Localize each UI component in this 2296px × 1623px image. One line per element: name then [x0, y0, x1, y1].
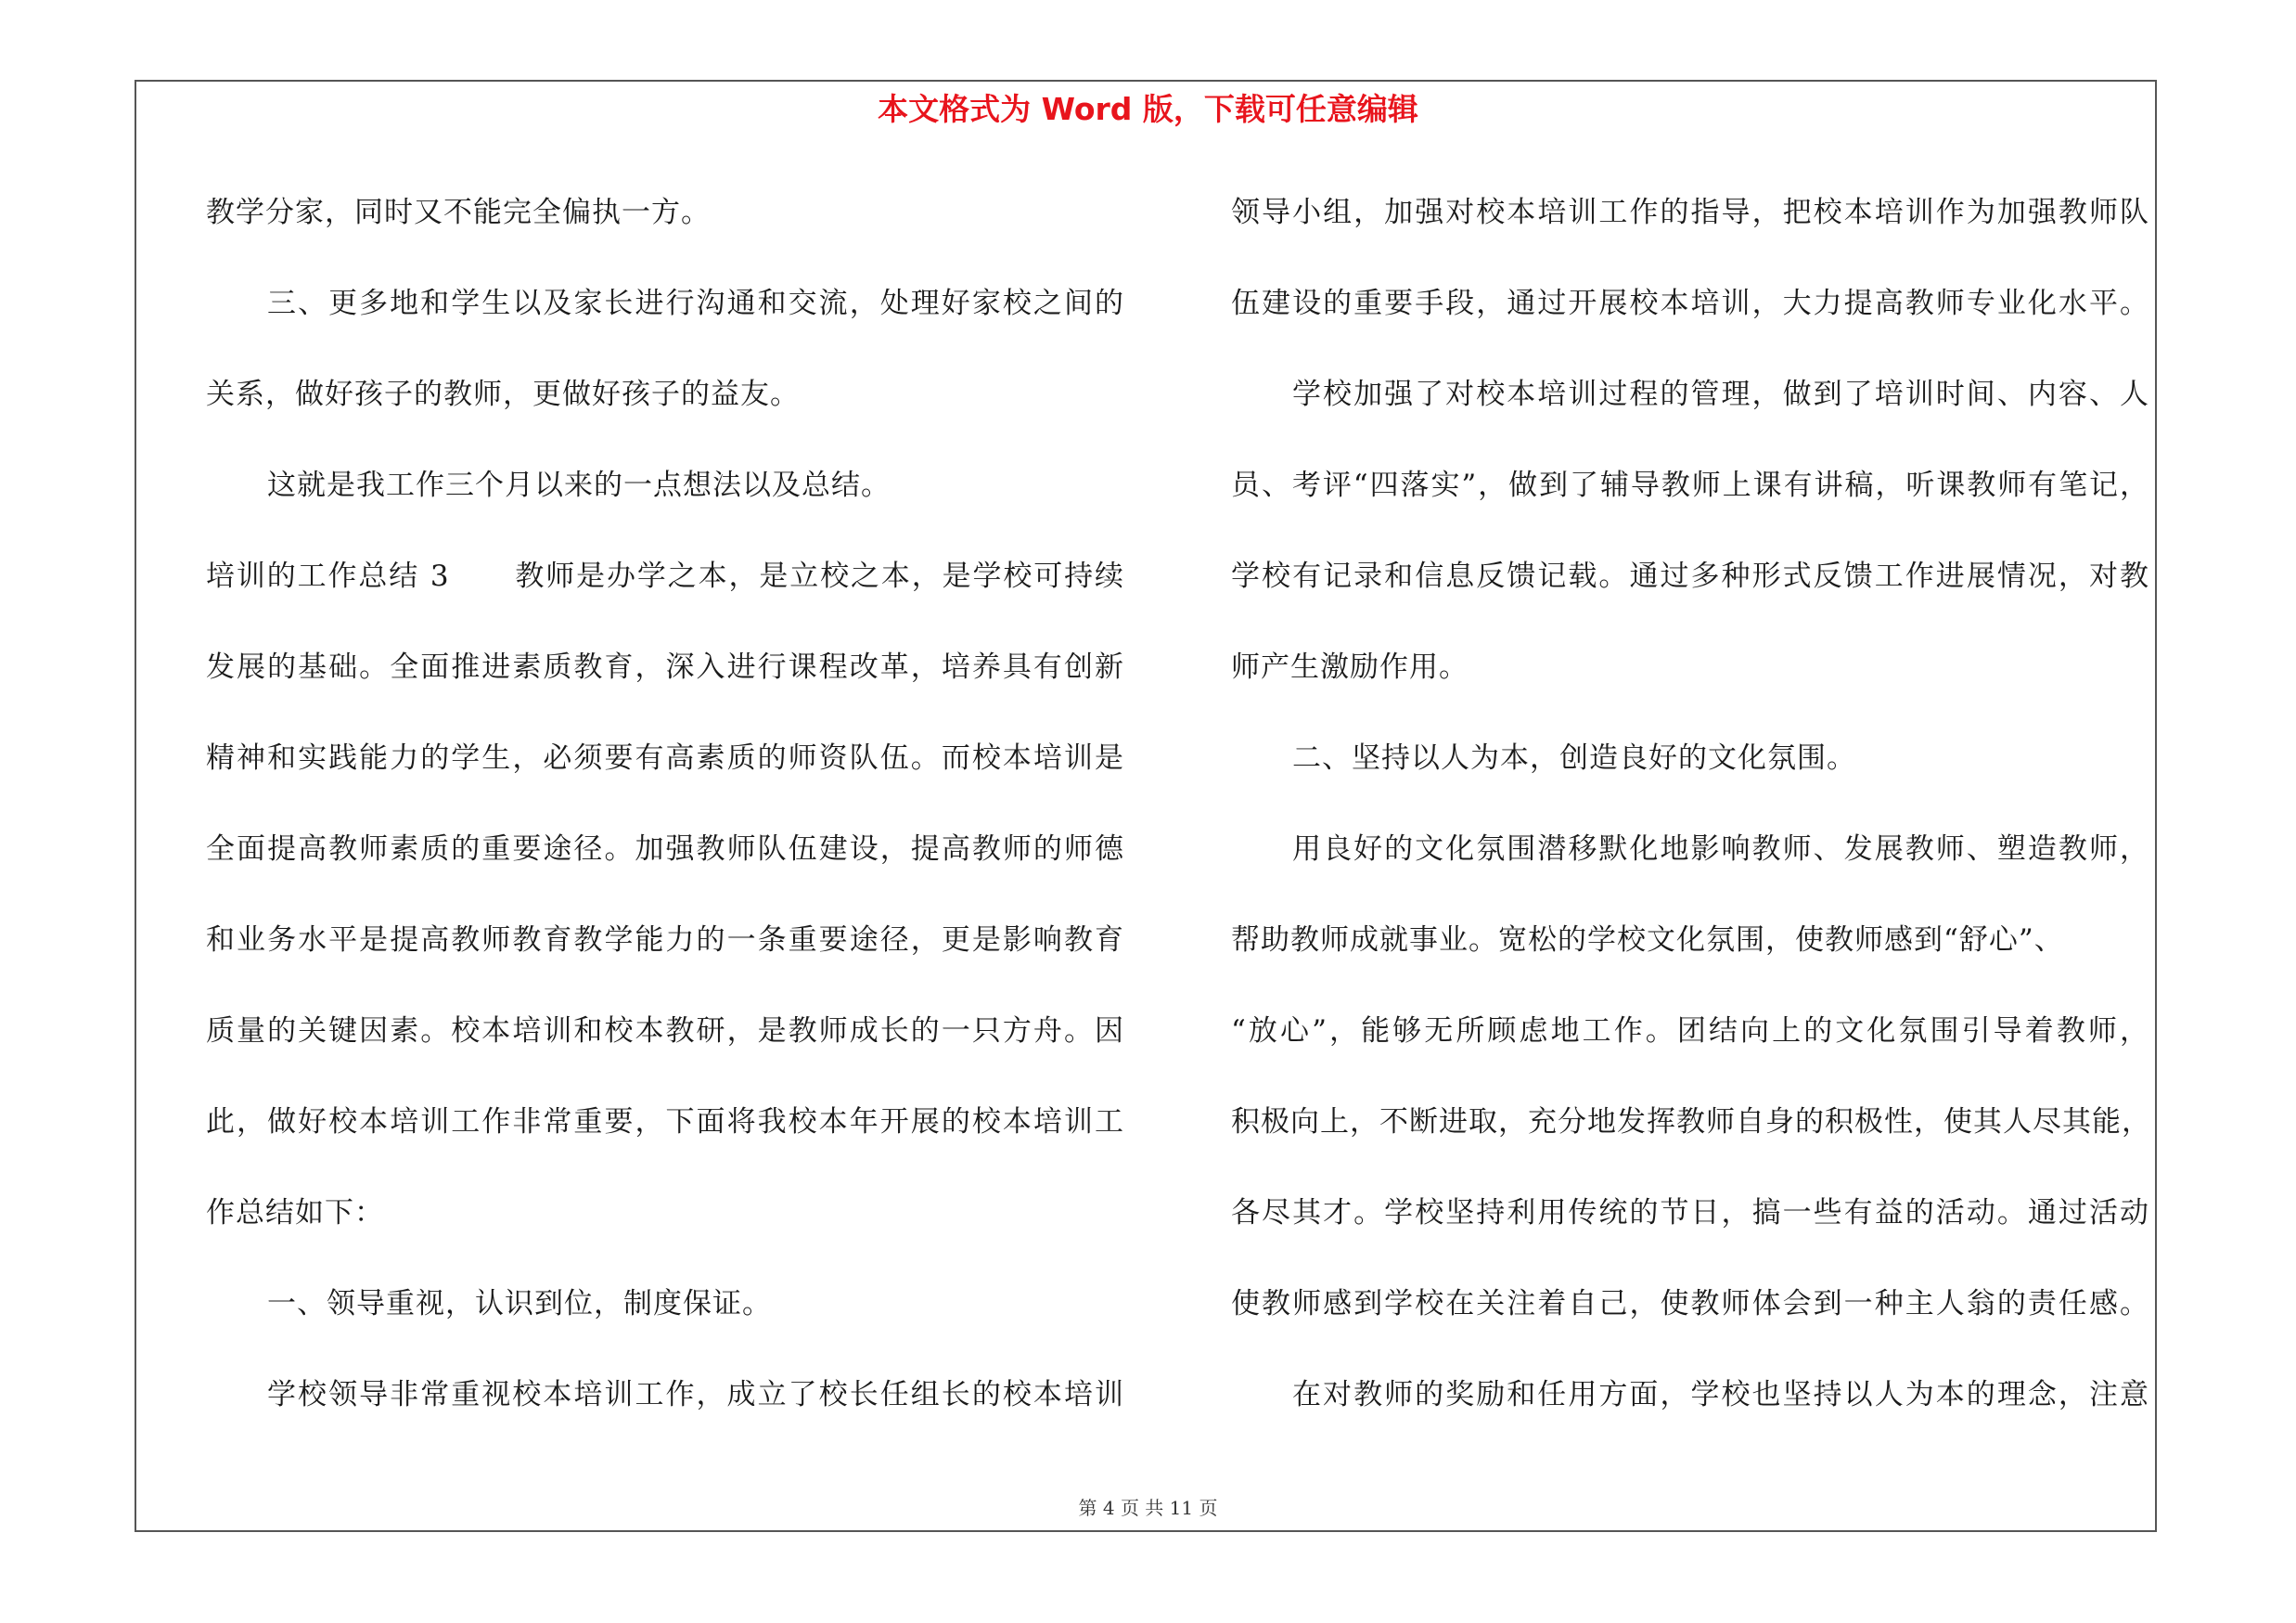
- paragraph-line: 师产生激励作用。: [1231, 650, 1469, 684]
- paragraph-line: 帮助教师成就事业。宽松的学校文化氛围，使教师感到“舒心”、: [1231, 923, 2064, 957]
- paragraph-line: 此，做好校本培训工作非常重要，下面将我校本年开展的校本培训工: [206, 1105, 1124, 1139]
- paragraph-line: 员、考评“四落实”，做到了辅导教师上课有讲稿，听课教师有笔记，: [1231, 469, 2149, 502]
- paragraph-line: 学校加强了对校本培训过程的管理，做到了培训时间、内容、人: [1292, 378, 2149, 411]
- paragraph-line: 伍建设的重要手段，通过开展校本培训，大力提高教师专业化水平。: [1231, 287, 2149, 320]
- paragraph-line: 积极向上，不断进取，充分地发挥教师自身的积极性，使其人尽其能，: [1231, 1105, 2151, 1139]
- paragraph-line: 一、领导重视，认识到位，制度保证。: [267, 1287, 772, 1320]
- paragraph-line: 使教师感到学校在关注着自己，使教师体会到一种主人翁的责任感。: [1231, 1287, 2149, 1320]
- paragraph-line: 作总结如下：: [206, 1196, 384, 1230]
- paragraph-line: 三、更多地和学生以及家长进行沟通和交流，处理好家校之间的: [267, 287, 1124, 320]
- paragraph-line: 在对教师的奖励和任用方面，学校也坚持以人为本的理念，注意: [1292, 1378, 2149, 1411]
- paragraph-line: 学校有记录和信息反馈记载。通过多种形式反馈工作进展情况，对教: [1231, 560, 2149, 593]
- paragraph-line: 关系，做好孩子的教师，更做好孩子的益友。: [206, 378, 800, 411]
- paragraph-line: 发展的基础。全面推进素质教育，深入进行课程改革，培养具有创新: [206, 650, 1124, 684]
- right-text-column: [1231, 182, 2149, 1455]
- paragraph-line: “放心”，能够无所顾虑地工作。团结向上的文化氛围引导着教师，: [1231, 1014, 2149, 1048]
- paragraph-line: 和业务水平是提高教师教育教学能力的一条重要途径，更是影响教育: [206, 923, 1124, 957]
- paragraph-line: 学校领导非常重视校本培训工作，成立了校长任组长的校本培训: [267, 1378, 1124, 1411]
- paragraph-line: 教学分家，同时又不能完全偏执一方。: [206, 196, 711, 229]
- page-number-footer: 第 4 页 共 11 页: [1078, 1497, 1218, 1519]
- left-text-column: [206, 182, 1124, 1455]
- paragraph-line: 全面提高教师素质的重要途径。加强教师队伍建设，提高教师的师德: [206, 832, 1124, 866]
- paragraph-line: 质量的关键因素。校本培训和校本教研，是教师成长的一只方舟。因: [206, 1014, 1124, 1048]
- paragraph-line: 这就是我工作三个月以来的一点想法以及总结。: [267, 469, 891, 502]
- paragraph-line: 各尽其才。学校坚持利用传统的节日，搞一些有益的活动。通过活动: [1231, 1196, 2149, 1230]
- paragraph-line: 二、坚持以人为本，创造良好的文化氛围。: [1292, 741, 1856, 775]
- paragraph-text: 教师是办学之本，是立校之本，是学校可持续: [514, 560, 1125, 593]
- section-heading: 培训的工作总结 3: [206, 560, 450, 593]
- paragraph-line: 用良好的文化氛围潜移默化地影响教师、发展教师、塑造教师，: [1292, 832, 2149, 866]
- section-heading-line: [206, 546, 1124, 637]
- word-format-banner: 本文格式为 Word 版，下载可任意编辑: [878, 91, 1418, 127]
- paragraph-line: 领导小组，加强对校本培训工作的指导，把校本培训作为加强教师队: [1231, 196, 2149, 229]
- paragraph-line: 精神和实践能力的学生，必须要有高素质的师资队伍。而校本培训是: [206, 741, 1124, 775]
